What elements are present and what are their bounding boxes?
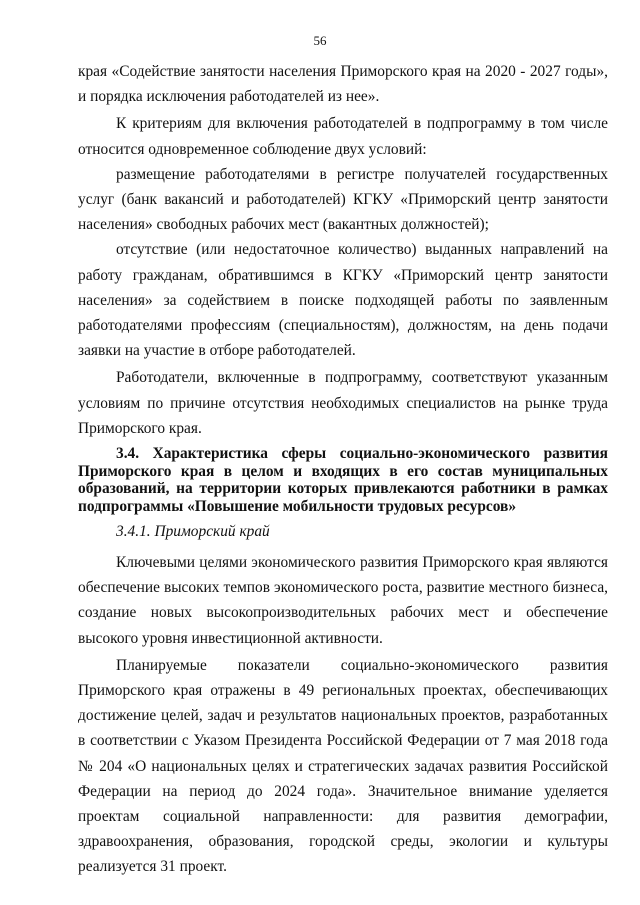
paragraph-key-goals: Ключевыми целями экономического развития Приморского края являются обеспечение высоких темпов экономического роста, развитие местного бизнеса, создание новых высокопроизводительных рабочих мест и обеспечение высокого уровня инвестиционной активности. bbox=[78, 554, 608, 647]
page-number: 56 bbox=[313, 33, 327, 48]
section-heading: 3.4. Характеристика сферы социально-экономического развития Приморского края в целом и входящих в его состав муниципальных образований, на территории которых привлекаются работники в рамках подпрограммы «Повышение мобильности трудовых ресурсов» bbox=[78, 445, 608, 515]
paragraph-criterion-2: отсутствие (или недостаточное количество) выданных направлений на работу гражданам, обратившимся в КГКУ «Приморский центр занятости населения» за содействием в поиске подходящей работы по заявленным работодателями профессиям (специальностям), должностям, на день подачи заявки на участие в отборе работодателей. bbox=[78, 241, 608, 360]
paragraph-criteria-intro: К критериям для включения работодателей в подпрограмму в том числе относится одновременное соблюдение двух условий: bbox=[78, 115, 608, 158]
page-body bbox=[78, 59, 608, 880]
paragraph-criterion-1: размещение работодателями в регистре получателей государственных услуг (банк вакансий и работодателей) КГКУ «Приморский центр занятости населения» свободных рабочих мест (вакантных должностей); bbox=[78, 165, 608, 234]
paragraph-employers-compliance: Работодатели, включенные в подпрограмму, соответствуют указанным условиям по причине отсутствия необходимых специалистов на рынке труда Приморского края. bbox=[78, 369, 608, 437]
subsection-heading: 3.4.1. Приморский край bbox=[116, 523, 270, 541]
paragraph-planned-indicators: Планируемые показатели социально-экономического развития Приморского края отражены в 49 региональных проектах, обеспечивающих достижение целей, задач и результатов национальных проектов, разработанных в соответствии с Указом Президента Российской Федерации от 7 мая 2018 года № 204 «О национальных целях и стратегических задачах развития Российской Федерации на период до 2024 года». Значительное внимание уделяется проектам социальной направленности: для развития демографии, здравоохранения, образования, городской среды, экологии и культуры реализуется 31 проект. bbox=[78, 656, 608, 876]
paragraph-continuation: края «Содействие занятости населения Приморского края на 2020 - 2027 годы», и порядка исключения работодателей из нее». bbox=[78, 63, 608, 106]
